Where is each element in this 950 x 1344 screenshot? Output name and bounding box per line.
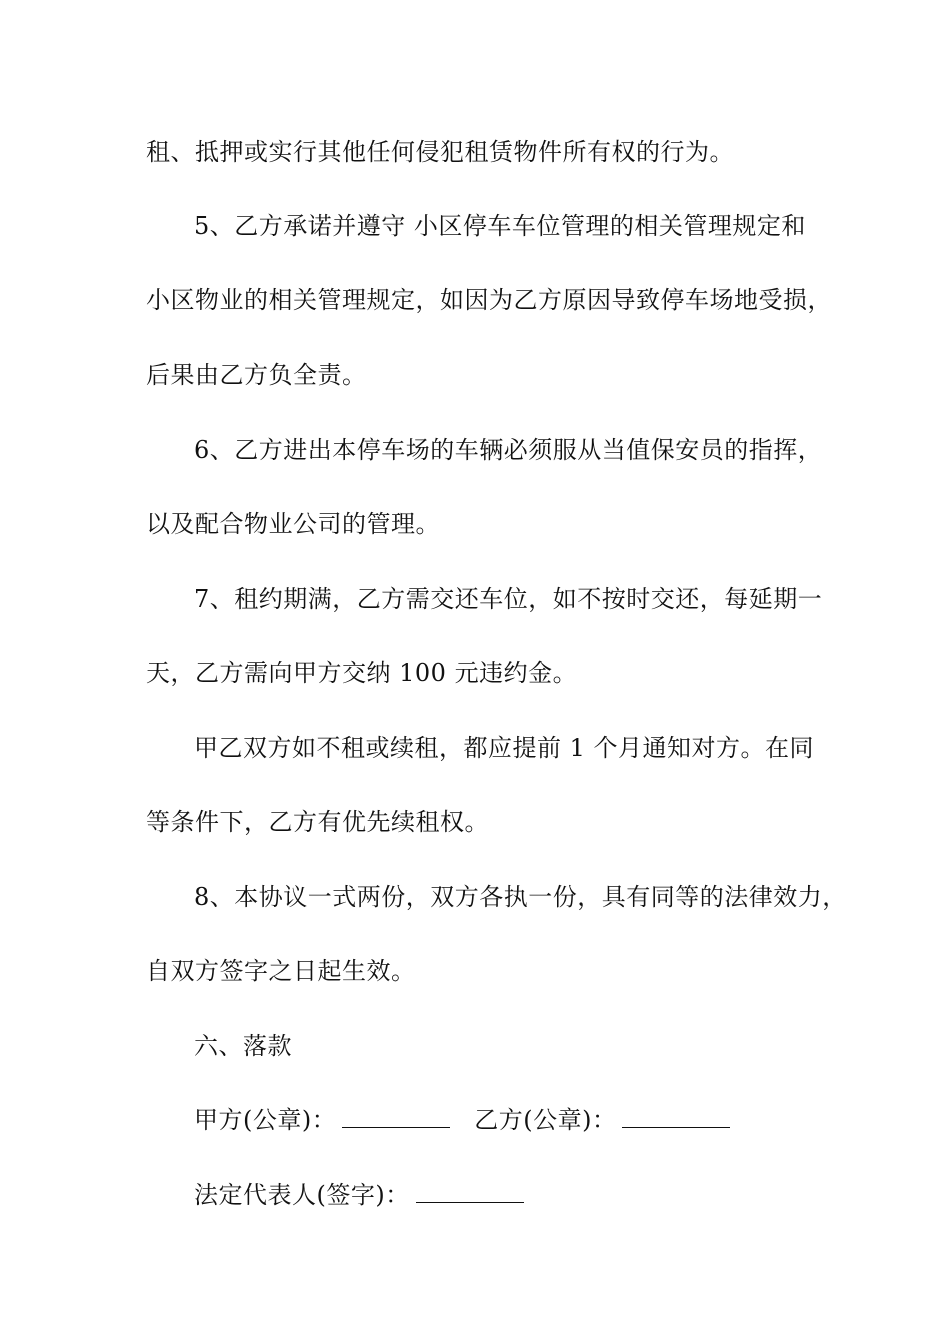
clause-5-line-1: 5、乙方承诺并遵守 小区停车车位管理的相关管理规定和 <box>194 212 806 240</box>
party-signature-row <box>194 1100 884 1140</box>
clause-7-line-1: 7、租约期满，乙方需交还车位，如不按时交还，每延期一 <box>194 585 823 613</box>
clause-5-line-3: 后果由乙方负全责。 <box>146 361 367 389</box>
legal-rep-signature-blank <box>416 1176 524 1203</box>
party-a-seal-blank <box>342 1101 450 1128</box>
clause-5-line-2: 小区物业的相关管理规定，如因为乙方原因导致停车场地受损， <box>146 286 832 314</box>
party-a-label: 甲方(公章)： <box>194 1106 337 1134</box>
renewal-line-2: 等条件下，乙方有优先续租权。 <box>146 808 489 836</box>
legal-rep-row <box>194 1175 884 1215</box>
paragraph-line: 租、抵押或实行其他任何侵犯租赁物件所有权的行为。 <box>146 138 734 166</box>
clause-6-line-1: 6、乙方进出本停车场的车辆必须服从当值保安员的指挥， <box>194 436 823 464</box>
renewal-line-1: 甲乙双方如不租或续租，都应提前 1 个月通知对方。在同 <box>194 734 815 762</box>
clause-8-line-1: 8、本协议一式两份，双方各执一份，具有同等的法律效力， <box>194 883 847 911</box>
section-heading: 六、落款 <box>194 1032 292 1060</box>
legal-rep-label: 法定代表人(签字)： <box>194 1181 410 1209</box>
clause-6-line-2: 以及配合物业公司的管理。 <box>146 510 440 538</box>
clause-7-line-2: 天，乙方需向甲方交纳 100 元违约金。 <box>146 659 578 687</box>
party-b-seal-blank <box>622 1101 730 1128</box>
clause-8-line-2: 自双方签字之日起生效。 <box>146 957 416 985</box>
party-b-label: 乙方(公章)： <box>474 1106 617 1134</box>
